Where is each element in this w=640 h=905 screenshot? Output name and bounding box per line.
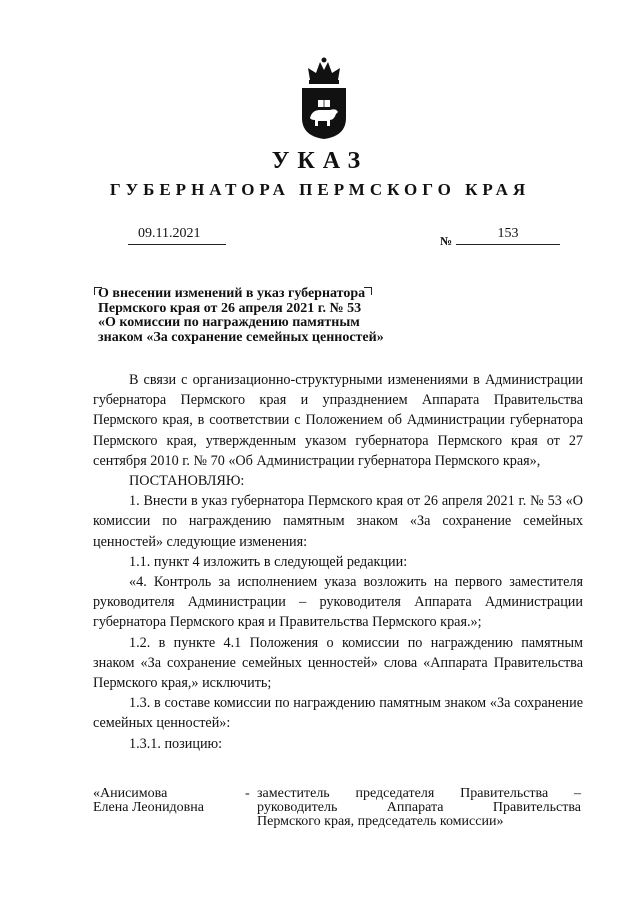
member-role-line: Пермского края, председатель комиссии»	[257, 814, 504, 829]
document-title: УКАЗ	[271, 148, 369, 174]
subject-line: О внесении изменений в указ губернатора	[98, 286, 366, 301]
subject-line: «О комиссии по награждению памятным	[98, 315, 360, 330]
body-paragraph: «4. Контроль за исполнением указа возложить на первого заместителя руководителя Администрации – руководителя Аппарата Администрации губернатора Пермского края и Правительства Пермского края.»;	[93, 574, 583, 631]
document-issuer: ГУБЕРНАТОРА ПЕРМСКОГО КРАЯ	[109, 180, 531, 199]
document-date: 09.11.2021	[138, 226, 201, 241]
member-name-line: Елена Леонидовна	[93, 800, 204, 815]
member-role-line: руководитель Аппарата Правительства	[257, 800, 581, 815]
member-role-line: заместитель председателя Правительства –	[257, 786, 581, 801]
date-underline	[128, 244, 226, 245]
body-paragraph: 1. Внести в указ губернатора Пермского края от 26 апреля 2021 г. № 53 «О комиссии по награждению памятным знаком «За сохранение семейных ценностей» следующие изменения:	[93, 493, 583, 550]
member-name	[93, 787, 243, 815]
body-paragraph: 1.3. в составе комиссии по награждению памятным знаком «За сохранение семейных ценностей»:	[93, 695, 583, 732]
body-paragraph: 1.1. пункт 4 изложить в следующей редакции:	[129, 553, 408, 570]
body-paragraph: В связи с организационно-структурными изменениями в Администрации губернатора Пермского края и упразднением Аппарата Правительства Пермского края, в соответствии с Положением об Администрации губернатора Пермского края, утвержденным указом губернатора Пермского края от 27 сентября 2010 г. № 70 «Об Администрации губернатора Пермского края»,	[93, 372, 583, 469]
number-underline	[456, 244, 560, 245]
body-paragraph: 1.2. в пункте 4.1 Положения о комиссии по награждению памятным знаком «За сохранение семейных ценностей» слова «Аппарата Правительства Пермского края,» исключить;	[93, 634, 583, 692]
document-subject	[98, 287, 398, 345]
document-number: 153	[497, 226, 519, 241]
body-paragraph: 1.3.1. позицию:	[129, 735, 223, 752]
resolution-word: ПОСТАНОВЛЯЮ:	[129, 473, 245, 490]
member-role	[257, 787, 581, 829]
coat-of-arms-icon	[296, 56, 352, 140]
number-label: №	[440, 234, 453, 248]
subject-line: Пермского края от 26 апреля 2021 г. № 53	[98, 300, 362, 316]
document-body	[93, 370, 583, 754]
member-name-line: «Анисимова	[93, 786, 168, 801]
subject-line: знаком «За сохранение семейных ценностей»	[98, 329, 384, 345]
position-dash: -	[245, 786, 250, 801]
